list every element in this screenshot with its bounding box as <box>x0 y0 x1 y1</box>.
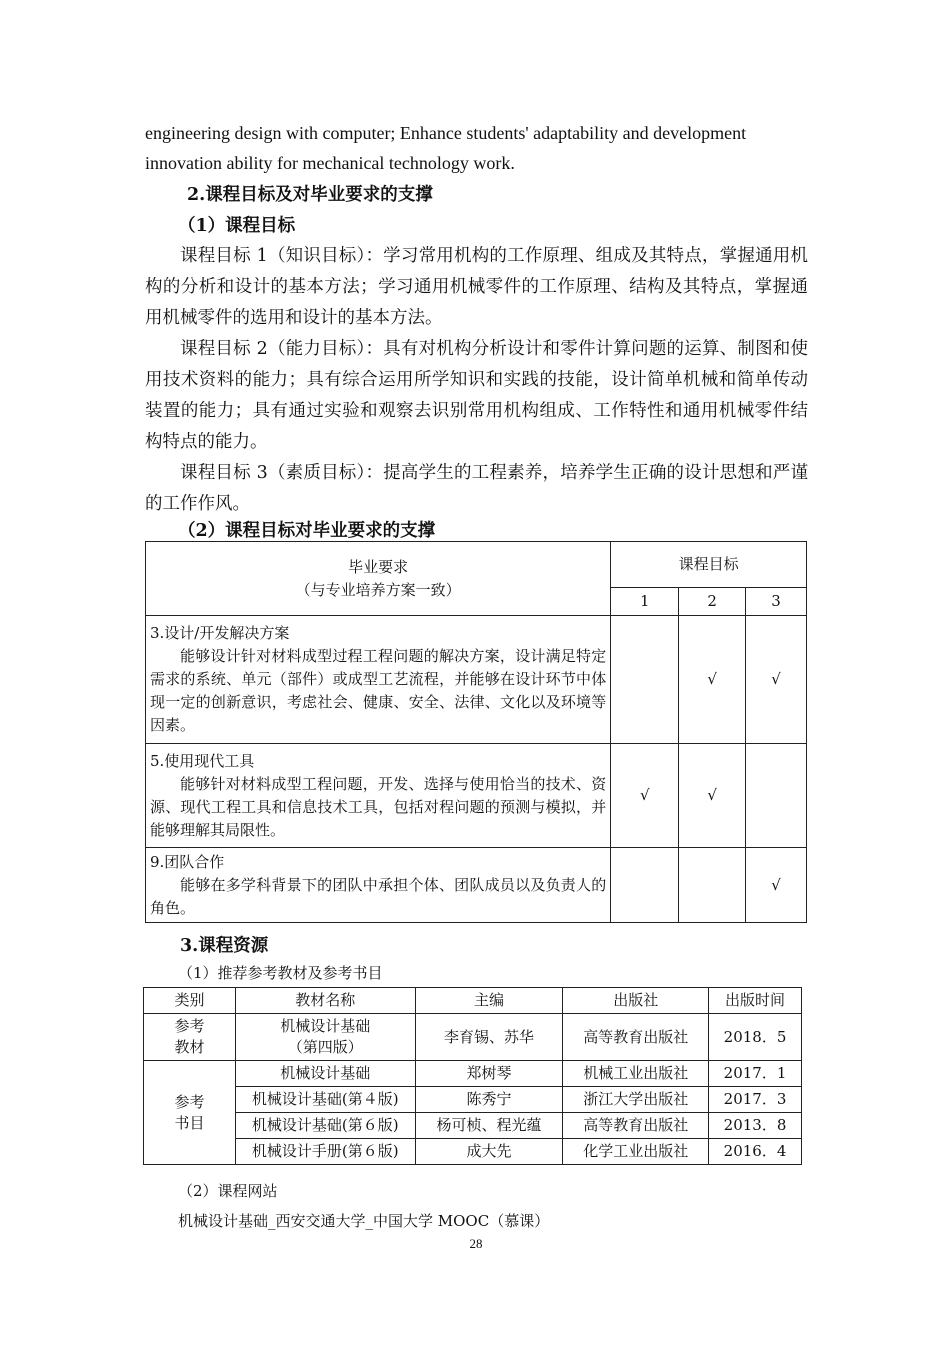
col-header-date: 出版时间 <box>709 988 802 1014</box>
check-mark <box>746 744 807 848</box>
book-title-line-1: 机械设计基础 <box>280 1017 371 1035</box>
book-date: 2013．8 <box>709 1113 802 1139</box>
col-header-editor: 主编 <box>415 988 563 1014</box>
check-mark: √ <box>746 616 807 744</box>
table-row <box>146 744 807 848</box>
check-mark: √ <box>679 616 746 744</box>
page-number: 28 <box>469 1236 483 1251</box>
table-row <box>144 1014 802 1061</box>
course-goal-1: 课程目标 1（知识目标）：学习常用机构的工作原理、组成及其特点，掌握通用机构的分析和设计的基本方法；学习通用机械零件的工作原理、结构及其特点，掌握通用机械零件的选用和设计的基本方法。 <box>145 246 808 328</box>
book-publisher: 高等教育出版社 <box>563 1113 709 1139</box>
goal-support-table <box>145 541 807 923</box>
table-row <box>146 616 807 744</box>
textbooks-table <box>143 987 802 1165</box>
book-date: 2017．3 <box>709 1087 802 1113</box>
book-editor: 杨可桢、程光蕴 <box>415 1113 563 1139</box>
textbooks-subheading: （1）推荐参考教材及参考书目 <box>178 964 383 982</box>
category-textbook: 参考教材 <box>144 1014 236 1061</box>
table-row <box>144 1139 802 1165</box>
table-row <box>144 1087 802 1113</box>
book-date: 2017．1 <box>709 1061 802 1087</box>
check-mark: √ <box>679 744 746 848</box>
col-header-publisher: 出版社 <box>563 988 709 1014</box>
goal-col-2: 2 <box>679 588 746 616</box>
requirement-description: 能够针对材料成型工程问题，开发、选择与使用恰当的技术、资源、现代工程工具和信息技术工具，包括对程问题的预测与模拟，并能够理解其局限性。 <box>150 774 607 839</box>
table-header-row <box>144 988 802 1014</box>
book-title <box>235 1014 415 1061</box>
header-req-note: （与专业培养方案一致） <box>295 580 461 599</box>
goal-col-3: 3 <box>746 588 807 616</box>
section-2-title: 2.课程目标及对毕业要求的支撑 <box>187 185 433 205</box>
section-3-title: 3.课程资源 <box>180 936 269 956</box>
course-website-link[interactable]: 机械设计基础_西安交通大学_中国大学 MOOC（慕课） <box>178 1212 550 1230</box>
book-editor: 陈秀宁 <box>415 1087 563 1113</box>
check-mark: √ <box>746 848 807 923</box>
book-publisher: 化学工业出版社 <box>563 1139 709 1165</box>
check-mark <box>611 616 679 744</box>
check-mark: √ <box>611 744 679 848</box>
book-publisher: 机械工业出版社 <box>563 1061 709 1087</box>
requirement-cell <box>146 848 611 923</box>
check-mark <box>679 848 746 923</box>
requirement-cell <box>146 744 611 848</box>
requirement-description: 能够在多学科背景下的团队中承担个体、团队成员以及负责人的角色。 <box>150 875 607 917</box>
category-reference: 参考书目 <box>144 1061 236 1165</box>
requirement-title: 9.团队合作 <box>150 852 225 871</box>
book-title-line-2: （第四版） <box>287 1038 363 1056</box>
website-subheading: （2）课程网站 <box>178 1182 278 1200</box>
check-mark <box>611 848 679 923</box>
requirement-cell <box>146 616 611 744</box>
intro-english-line-2: innovation ability for mechanical technology work. <box>145 153 515 173</box>
table-row <box>146 848 807 923</box>
requirement-description: 能够设计针对材料成型过程工程问题的解决方案，设计满足特定需求的系统、单元（部件）或成型工艺流程，并能够在设计环节中体现一定的创新意识，考虑社会、健康、安全、法律、文化以及环境等因素。 <box>150 647 607 734</box>
intro-english-line-1: engineering design with computer; Enhance students' adaptability and development <box>145 123 747 143</box>
requirement-title: 5.使用现代工具 <box>150 751 255 770</box>
book-title: 机械设计手册(第６版) <box>235 1139 415 1165</box>
book-publisher: 浙江大学出版社 <box>563 1087 709 1113</box>
course-goal-2: 课程目标 2（能力目标）：具有对机构分析设计和零件计算问题的运算、制图和使用技术资料的能力；具有综合运用所学知识和实践的技能，设计简单机械和简单传动装置的能力；具有通过实验和观察去识别常用机构组成、工作特性和通用机械零件结构特点的能力。 <box>145 339 808 452</box>
book-editor: 成大先 <box>415 1139 563 1165</box>
book-title: 机械设计基础(第６版) <box>235 1113 415 1139</box>
book-publisher: 高等教育出版社 <box>563 1014 709 1061</box>
requirement-title: 3.设计/开发解决方案 <box>150 624 290 642</box>
course-goal-3: 课程目标 3（素质目标）：提高学生的工程素养，培养学生正确的设计思想和严谨的工作作风。 <box>145 463 808 514</box>
header-course-goals: 课程目标 <box>611 542 807 588</box>
header-graduation-requirement <box>146 542 611 616</box>
col-header-category: 类别 <box>144 988 236 1014</box>
book-title: 机械设计基础 <box>235 1061 415 1087</box>
book-editor: 李育锡、苏华 <box>415 1014 563 1061</box>
book-editor: 郑树琴 <box>415 1061 563 1087</box>
book-date: 2016．4 <box>709 1139 802 1165</box>
table-row <box>144 1113 802 1139</box>
goal-col-1: 1 <box>611 588 679 616</box>
course-goals-subheading: （1）课程目标 <box>178 216 296 236</box>
header-req-label: 毕业要求 <box>348 557 409 576</box>
goal-support-subheading: （2）课程目标对毕业要求的支撑 <box>178 521 436 541</box>
book-title: 机械设计基础(第４版) <box>235 1087 415 1113</box>
book-date: 2018．5 <box>709 1014 802 1061</box>
table-row <box>144 1061 802 1087</box>
col-header-title: 教材名称 <box>235 988 415 1014</box>
